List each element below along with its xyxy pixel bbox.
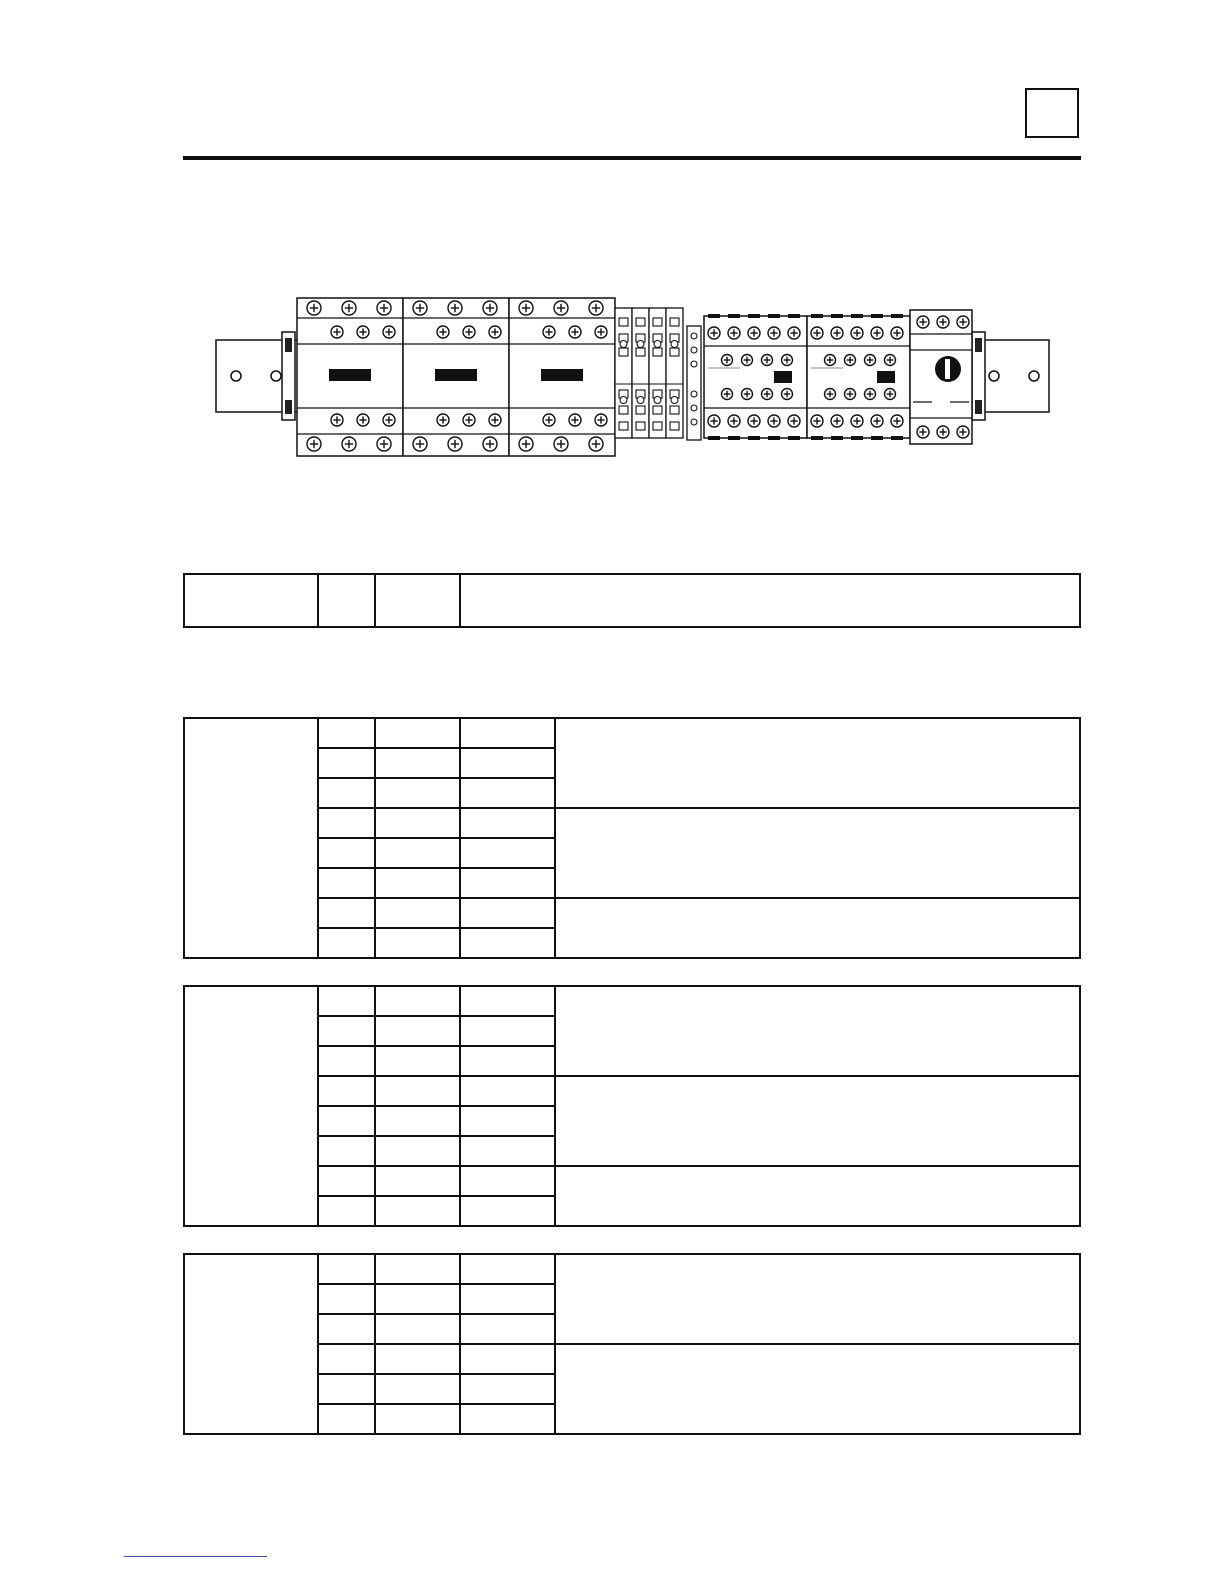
- description-cell: [555, 808, 1080, 898]
- terminal-screw-icon: [917, 426, 929, 438]
- terminal-screw-icon: [554, 437, 568, 451]
- terminal-screw-icon: [722, 355, 733, 366]
- terminal-strip: [687, 326, 701, 440]
- contactor-module: [509, 298, 615, 456]
- terminal-screw-icon: [748, 327, 760, 339]
- relay-modules: [704, 314, 910, 440]
- table-row: [184, 1166, 1080, 1196]
- terminal-screw-icon: [342, 437, 356, 451]
- terminal-screw-icon: [957, 426, 969, 438]
- terminal-screw-icon: [377, 301, 391, 315]
- contactor-module: [403, 298, 509, 456]
- table-row: [184, 718, 1080, 748]
- terminal-screw-icon: [728, 415, 740, 427]
- table-cell: [375, 808, 460, 838]
- table-cell: [375, 718, 460, 748]
- table-cell: [460, 1314, 555, 1344]
- table-cell: [375, 1344, 460, 1374]
- terminal-screw-icon: [851, 327, 863, 339]
- terminal-screw-icon: [463, 326, 475, 338]
- table-cell: [460, 778, 555, 808]
- table-cell: [318, 778, 375, 808]
- terminal-screw-icon: [811, 327, 823, 339]
- contactor-actuator-icon: [541, 369, 583, 381]
- terminal-screw-icon: [383, 414, 395, 426]
- terminal-screw-icon: [891, 415, 903, 427]
- terminal-screw-icon: [768, 327, 780, 339]
- table-cell: [318, 928, 375, 958]
- terminal-screw-icon: [448, 301, 462, 315]
- group-table: [183, 985, 1081, 1227]
- table-cell: [375, 1076, 460, 1106]
- terminal-screw-icon: [871, 415, 883, 427]
- table-cell: [318, 838, 375, 868]
- terminal-screw-icon: [825, 355, 836, 366]
- table-cell: [318, 1314, 375, 1344]
- table-cell: [460, 1016, 555, 1046]
- terminal-screw-icon: [782, 389, 793, 400]
- terminal-screw-icon: [307, 301, 321, 315]
- table-row: [184, 898, 1080, 928]
- table-cell: [318, 1136, 375, 1166]
- table-cell: [375, 1016, 460, 1046]
- terminal-screw-icon: [519, 301, 533, 315]
- relay-module: [704, 314, 807, 440]
- table-cell: [460, 868, 555, 898]
- table-cell: [375, 1166, 460, 1196]
- contactor-assembly-figure: [214, 296, 1054, 460]
- group-label-cell: [184, 1254, 318, 1434]
- terminal-screw-icon: [519, 437, 533, 451]
- summary-table: [183, 573, 1081, 628]
- table-cell: [460, 986, 555, 1016]
- description-cell: [555, 1166, 1080, 1226]
- table-row: [184, 1076, 1080, 1106]
- end-stop-left: [282, 332, 295, 420]
- table-cell: [375, 1196, 460, 1226]
- table-cell: [318, 1196, 375, 1226]
- relay-indicator-icon: [774, 371, 792, 383]
- table-row: [184, 986, 1080, 1016]
- summary-cell: [460, 574, 1080, 627]
- summary-cell: [184, 574, 318, 627]
- terminal-screw-icon: [788, 415, 800, 427]
- auxiliary-block: [666, 308, 683, 438]
- terminal-screw-icon: [728, 327, 740, 339]
- table-cell: [318, 1046, 375, 1076]
- table-cell: [375, 986, 460, 1016]
- terminal-screw-icon: [871, 327, 883, 339]
- table-cell: [318, 718, 375, 748]
- terminal-screw-icon: [782, 355, 793, 366]
- terminal-screw-icon: [845, 389, 856, 400]
- table-cell: [460, 1046, 555, 1076]
- table-cell: [375, 1106, 460, 1136]
- table-cell: [460, 1374, 555, 1404]
- terminal-screw-icon: [489, 414, 501, 426]
- table-cell: [318, 1404, 375, 1434]
- table-cell: [375, 1314, 460, 1344]
- terminal-screw-icon: [708, 327, 720, 339]
- end-stop-right: [972, 332, 985, 420]
- group-label-cell: [184, 986, 318, 1226]
- auxiliary-block: [649, 308, 666, 438]
- terminal-screw-icon: [383, 326, 395, 338]
- contactor-module: [297, 298, 403, 456]
- rail-hole-icon: [989, 371, 999, 381]
- terminal-screw-icon: [768, 415, 780, 427]
- table-cell: [460, 718, 555, 748]
- terminal-screw-icon: [762, 355, 773, 366]
- table-cell: [318, 1254, 375, 1284]
- terminal-screw-icon: [331, 326, 343, 338]
- table-cell: [318, 1374, 375, 1404]
- table-cell: [460, 1284, 555, 1314]
- terminal-screw-icon: [885, 389, 896, 400]
- terminal-screw-icon: [831, 327, 843, 339]
- contactor-actuator-icon: [435, 369, 477, 381]
- terminal-screw-icon: [831, 415, 843, 427]
- table-row: [184, 808, 1080, 838]
- terminal-screw-icon: [742, 355, 753, 366]
- terminal-screw-icon: [413, 437, 427, 451]
- terminal-screw-icon: [331, 414, 343, 426]
- terminal-screw-icon: [845, 355, 856, 366]
- terminal-screw-icon: [448, 437, 462, 451]
- description-cell: [555, 1344, 1080, 1434]
- terminal-screw-icon: [589, 437, 603, 451]
- table-cell: [375, 928, 460, 958]
- table-cell: [318, 808, 375, 838]
- terminal-screw-icon: [885, 355, 896, 366]
- terminal-screw-icon: [762, 389, 773, 400]
- summary-cell: [375, 574, 460, 627]
- table-cell: [318, 1106, 375, 1136]
- terminal-screw-icon: [937, 316, 949, 328]
- rail-hole-icon: [271, 371, 281, 381]
- table-cell: [318, 868, 375, 898]
- table-cell: [375, 868, 460, 898]
- terminal-screw-icon: [748, 415, 760, 427]
- terminal-screw-icon: [569, 326, 581, 338]
- table-cell: [318, 1284, 375, 1314]
- table-row: [184, 1344, 1080, 1374]
- terminal-screw-icon: [595, 414, 607, 426]
- table-cell: [460, 1166, 555, 1196]
- header-rule: [183, 156, 1081, 160]
- table-cell: [318, 1344, 375, 1374]
- terminal-screw-icon: [957, 316, 969, 328]
- group-table: [183, 717, 1081, 959]
- terminal-screw-icon: [483, 437, 497, 451]
- table-row: [184, 1254, 1080, 1284]
- table-cell: [375, 1404, 460, 1434]
- rail-hole-icon: [231, 371, 241, 381]
- terminal-screw-icon: [357, 326, 369, 338]
- table-cell: [375, 838, 460, 868]
- table-cell: [318, 1076, 375, 1106]
- table-cell: [460, 748, 555, 778]
- terminal-screw-icon: [543, 414, 555, 426]
- terminal-screw-icon: [342, 301, 356, 315]
- relay-module: [807, 314, 910, 440]
- table-cell: [318, 1166, 375, 1196]
- terminal-screw-icon: [937, 426, 949, 438]
- table-cell: [318, 898, 375, 928]
- table-cell: [460, 838, 555, 868]
- terminal-screw-icon: [489, 326, 501, 338]
- table-cell: [375, 1136, 460, 1166]
- table-cell: [460, 1344, 555, 1374]
- contactor-actuator-icon: [329, 369, 371, 381]
- terminal-screw-icon: [742, 389, 753, 400]
- table-cell: [375, 1046, 460, 1076]
- terminal-screw-icon: [377, 437, 391, 451]
- table-cell: [460, 808, 555, 838]
- terminal-screw-icon: [811, 415, 823, 427]
- terminal-screw-icon: [891, 327, 903, 339]
- description-cell: [555, 718, 1080, 808]
- terminal-screw-icon: [543, 326, 555, 338]
- terminal-screw-icon: [437, 414, 449, 426]
- table-cell: [460, 1196, 555, 1226]
- terminal-screw-icon: [708, 415, 720, 427]
- table-cell: [460, 1136, 555, 1166]
- group-label-cell: [184, 718, 318, 958]
- terminal-screw-icon: [825, 389, 836, 400]
- terminal-screw-icon: [595, 326, 607, 338]
- summary-cell: [318, 574, 375, 627]
- group-table: [183, 1253, 1081, 1435]
- description-cell: [555, 986, 1080, 1076]
- relay-indicator-icon: [877, 371, 895, 383]
- footer-link-underline[interactable]: [124, 1556, 267, 1557]
- table-cell: [460, 1254, 555, 1284]
- table-cell: [375, 748, 460, 778]
- table-cell: [375, 1374, 460, 1404]
- table-cell: [375, 1284, 460, 1314]
- table-cell: [460, 1404, 555, 1434]
- table-cell: [375, 778, 460, 808]
- table-cell: [375, 1254, 460, 1284]
- terminal-screw-icon: [437, 326, 449, 338]
- rail-hole-icon: [1029, 371, 1039, 381]
- table-cell: [460, 898, 555, 928]
- terminal-screw-icon: [554, 301, 568, 315]
- terminal-screw-icon: [357, 414, 369, 426]
- table-cell: [318, 986, 375, 1016]
- terminal-screw-icon: [483, 301, 497, 315]
- terminal-screw-icon: [865, 355, 876, 366]
- terminal-screw-icon: [865, 389, 876, 400]
- description-cell: [555, 1076, 1080, 1166]
- terminal-screw-icon: [307, 437, 321, 451]
- table-cell: [318, 748, 375, 778]
- terminal-screw-icon: [788, 327, 800, 339]
- table-cell: [318, 1016, 375, 1046]
- terminal-screw-icon: [851, 415, 863, 427]
- table-cell: [460, 1106, 555, 1136]
- terminal-screw-icon: [917, 316, 929, 328]
- motor-protection-switch: [910, 310, 972, 444]
- terminal-screw-icon: [569, 414, 581, 426]
- terminal-screw-icon: [413, 301, 427, 315]
- description-cell: [555, 1254, 1080, 1344]
- terminal-screw-icon: [589, 301, 603, 315]
- contactor-modules: [297, 298, 615, 456]
- table-cell: [460, 928, 555, 958]
- auxiliary-block: [615, 308, 632, 438]
- table-cell: [460, 1076, 555, 1106]
- page-number-box: [1025, 88, 1079, 138]
- terminal-screw-icon: [722, 389, 733, 400]
- auxiliary-blocks: [615, 308, 701, 440]
- terminal-screw-icon: [463, 414, 475, 426]
- auxiliary-block: [632, 308, 649, 438]
- description-cell: [555, 898, 1080, 958]
- table-cell: [375, 898, 460, 928]
